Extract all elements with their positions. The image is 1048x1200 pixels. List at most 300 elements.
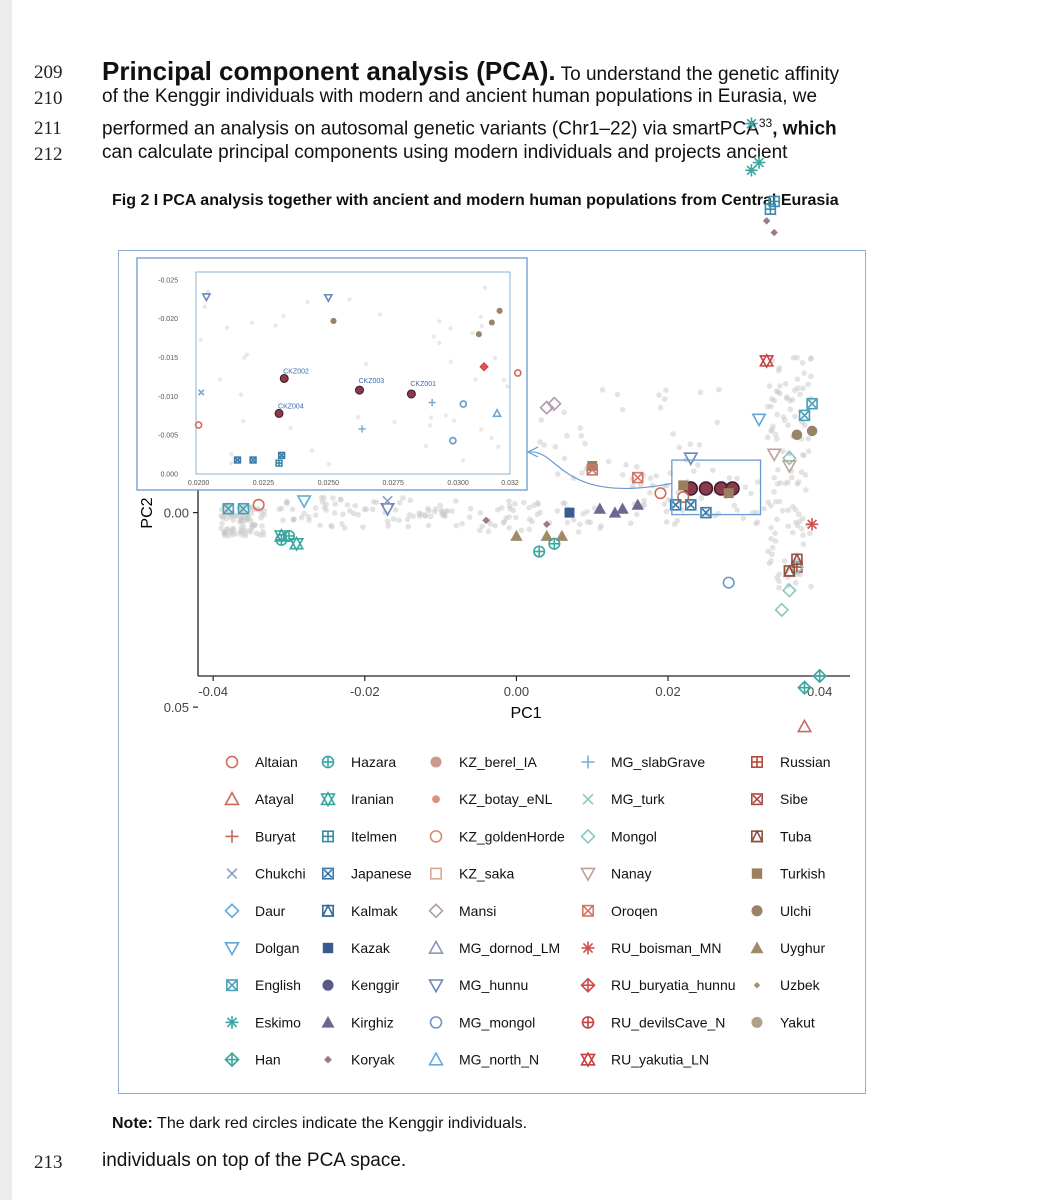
inset-background-point [241, 419, 245, 423]
background-point [647, 490, 653, 496]
background-point [242, 515, 248, 521]
background-point [606, 459, 612, 465]
background-point [479, 524, 485, 530]
legend-label: Sibe [780, 791, 809, 808]
inset-background-point [218, 377, 222, 381]
legend-item [752, 828, 812, 844]
inset-background-point [452, 419, 456, 423]
inset-sample-label: CKZ003 [358, 377, 385, 385]
background-point [664, 519, 670, 525]
background-point [332, 501, 338, 507]
legend-marker [582, 830, 595, 843]
inset-background-point [288, 426, 292, 430]
legend-item [322, 754, 396, 770]
legend-label: Uzbek [780, 977, 820, 994]
background-point [223, 530, 229, 536]
legend-item [430, 1052, 540, 1068]
background-point [765, 435, 771, 441]
legend-item [226, 1014, 302, 1030]
inset-kenggir-point [280, 374, 288, 382]
legend-label: Kirghiz [351, 1014, 394, 1031]
inset-background-point [437, 341, 441, 345]
population-point [565, 508, 575, 518]
section-heading: Principal component analysis (PCA). [102, 56, 556, 86]
inset-background-point [378, 312, 382, 316]
background-point [800, 360, 806, 366]
background-point [411, 514, 417, 520]
legend-item [323, 940, 391, 956]
inset-y-tick-label: 0.000 [160, 471, 178, 479]
population-point [678, 480, 688, 490]
x-axis-label: PC1 [510, 705, 542, 722]
line-number: 209 [34, 62, 63, 83]
legend-label: RU_yakutia_LN [611, 1051, 710, 1068]
x-tick-label: 0.00 [503, 684, 530, 699]
legend-marker [752, 831, 762, 841]
inset-background-point [206, 289, 210, 293]
legend-label: MG_slabGrave [611, 754, 706, 770]
inset-background-point [364, 362, 368, 366]
background-point [807, 531, 813, 537]
background-point [313, 505, 319, 511]
legend-label: KZ_saka [459, 865, 515, 882]
background-point [710, 467, 716, 473]
background-point [535, 512, 541, 518]
legend-item [323, 828, 397, 844]
population-point [798, 720, 810, 731]
background-point [290, 506, 296, 512]
text-line-213 [0, 1150, 1048, 1180]
legend-item [323, 866, 412, 882]
background-point [695, 462, 701, 468]
legend-item [754, 977, 821, 993]
legend-marker [582, 868, 595, 880]
background-point [792, 414, 798, 420]
background-point [790, 530, 796, 536]
legend [226, 754, 831, 1068]
background-point [615, 392, 621, 398]
background-point [791, 355, 797, 361]
inset-background-point [245, 352, 249, 356]
inset-x-tick-label: 0.0275 [382, 480, 404, 487]
background-point [538, 417, 544, 423]
background-point [506, 498, 512, 504]
background-point [662, 501, 668, 507]
background-point [782, 558, 788, 564]
population-point [298, 496, 310, 507]
legend-label: MG_mongol [459, 1014, 536, 1031]
legend-item [583, 903, 658, 919]
background-point [773, 432, 779, 438]
legend-marker [324, 1056, 332, 1064]
background-point [391, 516, 397, 522]
line-number: 211 [34, 118, 62, 139]
legend-label: Yakut [780, 1014, 815, 1031]
background-point [712, 513, 718, 519]
background-point [260, 529, 266, 535]
background-point [258, 515, 264, 521]
inset-background-point [203, 305, 207, 309]
legend-item [430, 828, 565, 844]
background-point [714, 420, 720, 426]
inset-background-point [461, 458, 465, 462]
inset-background-point [489, 436, 493, 440]
background-point [425, 506, 431, 512]
legend-label: Uyghur [780, 940, 826, 956]
legend-label: Turkish [780, 865, 826, 882]
legend-label: Oroqen [611, 902, 658, 919]
figure-note [112, 1115, 527, 1133]
background-point [768, 525, 774, 531]
population-point [763, 217, 770, 224]
population-point [724, 488, 734, 498]
background-point [771, 398, 777, 404]
background-point [340, 511, 346, 517]
background-point [396, 517, 402, 523]
inset-background-point [424, 444, 428, 448]
inset-background-point [281, 314, 285, 318]
legend-item [226, 791, 294, 807]
background-point [228, 528, 234, 534]
legend-label: Iranian [351, 791, 394, 808]
background-point [698, 495, 704, 501]
legend-label: Japanese [351, 865, 412, 882]
legend-label: RU_devilsCave_N [611, 1014, 726, 1031]
inset-background-point [327, 462, 331, 466]
background-point [284, 499, 290, 505]
inset-background-point [305, 300, 309, 304]
legend-label: English [255, 977, 301, 994]
line-text: To understand the genetic affinity [555, 64, 840, 85]
legend-marker [323, 868, 333, 878]
background-point [453, 498, 459, 504]
population-point [745, 117, 757, 129]
legend-marker [226, 830, 239, 843]
legend-marker [226, 793, 239, 805]
background-point [795, 481, 801, 487]
background-point [775, 467, 781, 473]
background-point [565, 520, 571, 526]
line-text: can calculate principal components using modern individuals and projects ancient [102, 142, 788, 163]
background-point [477, 510, 483, 516]
population-point [655, 488, 666, 499]
inset-sample-label: CKZ004 [278, 403, 304, 411]
line-number: 212 [34, 144, 63, 165]
background-point [802, 422, 808, 428]
legend-marker [430, 980, 443, 992]
legend-label: Altaian [255, 754, 298, 770]
background-point [385, 523, 391, 529]
inset-background-point [356, 415, 360, 419]
legend-item [583, 791, 666, 807]
inset-background-point [429, 415, 433, 419]
kenggir-point [699, 482, 712, 495]
legend-marker [430, 904, 443, 917]
note-label: Note: [112, 1115, 153, 1132]
background-point [776, 585, 782, 591]
legend-marker [322, 756, 333, 767]
background-point [322, 505, 328, 511]
background-point [801, 541, 807, 547]
background-point [620, 407, 626, 413]
inset-kenggir-point [407, 390, 415, 398]
inset-background-point [444, 413, 448, 417]
background-point [800, 386, 806, 392]
legend-label: Buryat [255, 828, 296, 845]
background-point [770, 424, 776, 430]
background-point [676, 445, 682, 451]
background-point [571, 517, 577, 523]
background-point [634, 512, 640, 518]
legend-item [227, 866, 305, 882]
legend-item [752, 866, 826, 882]
background-point [777, 365, 783, 371]
background-point [486, 529, 492, 535]
legend-label: MG_hunnu [459, 977, 529, 994]
legend-marker [582, 1017, 593, 1028]
inset-background-point [479, 427, 483, 431]
background-point [276, 506, 282, 512]
legend-marker [751, 905, 762, 916]
background-point [345, 502, 351, 508]
background-point [405, 517, 411, 523]
background-point [328, 523, 334, 529]
population-point [813, 670, 825, 682]
legend-label: Atayal [255, 791, 294, 808]
inset-population-point [330, 318, 336, 324]
inset-background-point [229, 461, 233, 465]
background-point [580, 511, 586, 517]
legend-label: Kazak [351, 940, 390, 956]
background-point [351, 511, 357, 517]
legend-marker [322, 793, 335, 806]
inset-x-tick-label: 0.0225 [252, 480, 275, 487]
background-point [454, 523, 460, 529]
background-point [519, 528, 525, 534]
inset-y-tick-label: -0.020 [158, 316, 178, 324]
legend-marker [582, 756, 595, 769]
line-text: individuals on top of the PCA space. [102, 1150, 407, 1171]
background-point [526, 527, 532, 533]
inset-x-tick-label: 0.0200 [187, 480, 210, 487]
legend-marker [754, 982, 761, 989]
background-point [553, 444, 559, 450]
background-point [428, 514, 434, 520]
legend-marker [226, 904, 239, 917]
background-point [562, 501, 568, 507]
legend-item [582, 866, 652, 882]
background-point [789, 475, 795, 481]
background-point [670, 431, 676, 437]
legend-item [322, 1014, 394, 1030]
background-point [408, 498, 414, 504]
background-point [317, 523, 323, 529]
legend-label: Dolgan [255, 940, 300, 956]
background-point [241, 524, 247, 530]
legend-item [582, 940, 722, 956]
figure-title: Fig 2 I PCA analysis together with ancient and modern human populations from Central Eurasia [112, 192, 839, 209]
background-point [459, 521, 465, 527]
background-point [783, 481, 789, 487]
legend-item [430, 977, 529, 993]
legend-label: Tuba [780, 828, 812, 845]
background-point [748, 491, 754, 497]
legend-item [430, 1014, 535, 1030]
background-point [531, 503, 537, 509]
x-tick-label: 0.04 [807, 684, 833, 699]
background-point [600, 387, 606, 393]
inset-background-point [273, 323, 277, 327]
legend-item [226, 754, 297, 770]
inset-kenggir-point [355, 386, 363, 394]
inset-x-tick-label: 0.0250 [317, 480, 340, 487]
background-point [577, 522, 583, 528]
background-point [731, 503, 737, 509]
legend-label: KZ_botay_eNL [459, 791, 553, 808]
background-point [579, 470, 585, 476]
x-tick-label: -0.02 [349, 684, 380, 699]
background-point [439, 512, 445, 518]
legend-marker [583, 906, 593, 916]
background-point [467, 514, 473, 520]
legend-label: KZ_berel_IA [459, 754, 537, 770]
population-point [800, 410, 810, 420]
background-point [656, 392, 662, 398]
legend-marker [751, 1017, 762, 1028]
legend-label: Han [255, 1051, 281, 1068]
background-point [662, 396, 668, 402]
background-point [578, 433, 584, 439]
background-point [765, 549, 771, 555]
background-point [332, 510, 338, 516]
inset-background-point [250, 320, 254, 324]
population-point [534, 546, 545, 557]
background-point [247, 528, 253, 534]
legend-marker [323, 831, 333, 841]
background-point [808, 374, 814, 380]
background-point [771, 475, 777, 481]
inset-y-tick-label: -0.025 [158, 277, 178, 285]
background-point [768, 428, 774, 434]
legend-item [582, 754, 706, 770]
background-point [785, 523, 791, 529]
background-point [793, 580, 799, 586]
legend-item [322, 977, 399, 993]
inset-y-tick-label: -0.005 [158, 432, 178, 440]
inset-background-point [505, 384, 509, 388]
background-point [716, 387, 722, 393]
background-point [755, 479, 761, 485]
background-point [506, 525, 512, 531]
background-point [370, 506, 376, 512]
background-point [774, 517, 780, 523]
background-point [765, 404, 771, 410]
inset-background-point [310, 448, 314, 452]
background-point [761, 506, 767, 512]
background-point [781, 414, 787, 420]
background-point [800, 516, 806, 522]
background-point [790, 504, 796, 510]
legend-item [324, 1052, 395, 1068]
background-point [598, 523, 604, 529]
inset-background-point [496, 444, 500, 448]
background-point [734, 475, 740, 481]
inset-background-point [437, 319, 441, 323]
population-point [723, 577, 734, 588]
legend-label: Kenggir [351, 977, 400, 994]
background-point [495, 507, 501, 513]
legend-marker [226, 1016, 239, 1029]
legend-label: RU_boisman_MN [611, 940, 722, 956]
background-point [555, 471, 561, 477]
legend-label: RU_buryatia_hunnu [611, 977, 736, 994]
background-point [634, 464, 640, 470]
background-point [374, 500, 380, 506]
inset-background-point [502, 378, 506, 382]
background-point [555, 508, 561, 514]
background-point [219, 521, 225, 527]
legend-item [751, 940, 826, 956]
background-point [800, 532, 806, 538]
background-point [795, 523, 801, 529]
legend-item [751, 1014, 814, 1030]
background-point [620, 472, 626, 478]
background-point [339, 521, 345, 527]
legend-label: Nanay [611, 865, 652, 882]
legend-marker [226, 756, 237, 767]
inset-background-point [480, 324, 484, 328]
background-point [628, 520, 634, 526]
inset-background-point [431, 334, 435, 338]
legend-item [226, 903, 286, 919]
background-point [400, 495, 406, 501]
population-point [768, 449, 780, 460]
background-point [801, 370, 807, 376]
background-point [393, 507, 399, 513]
legend-label: Hazara [351, 754, 397, 770]
legend-marker [752, 868, 762, 878]
background-point [243, 533, 249, 539]
legend-marker [430, 1017, 441, 1028]
background-point [785, 422, 791, 428]
inset-population-point [476, 331, 482, 337]
legend-label: Russian [780, 754, 831, 770]
inset-background-point [483, 285, 487, 289]
legend-item [752, 791, 808, 807]
background-point [564, 433, 570, 439]
population-point [616, 503, 628, 514]
inset-sample-label: CKZ001 [410, 380, 437, 388]
inset-population-point [489, 319, 495, 325]
background-point [503, 515, 509, 521]
background-point [803, 487, 809, 493]
line-text-after: , which [772, 118, 837, 140]
legend-label: Chukchi [255, 865, 306, 882]
background-point [338, 497, 344, 503]
legend-item [226, 1052, 281, 1068]
population-point [807, 426, 818, 437]
legend-label: Eskimo [255, 1014, 301, 1031]
inset-background-point [479, 315, 483, 319]
background-point [727, 475, 733, 481]
legend-item [432, 791, 553, 807]
background-point [360, 524, 366, 530]
background-point [320, 499, 326, 505]
population-point [284, 531, 295, 542]
population-point [753, 414, 765, 425]
background-point [743, 485, 749, 491]
inset-background-point [392, 420, 396, 424]
